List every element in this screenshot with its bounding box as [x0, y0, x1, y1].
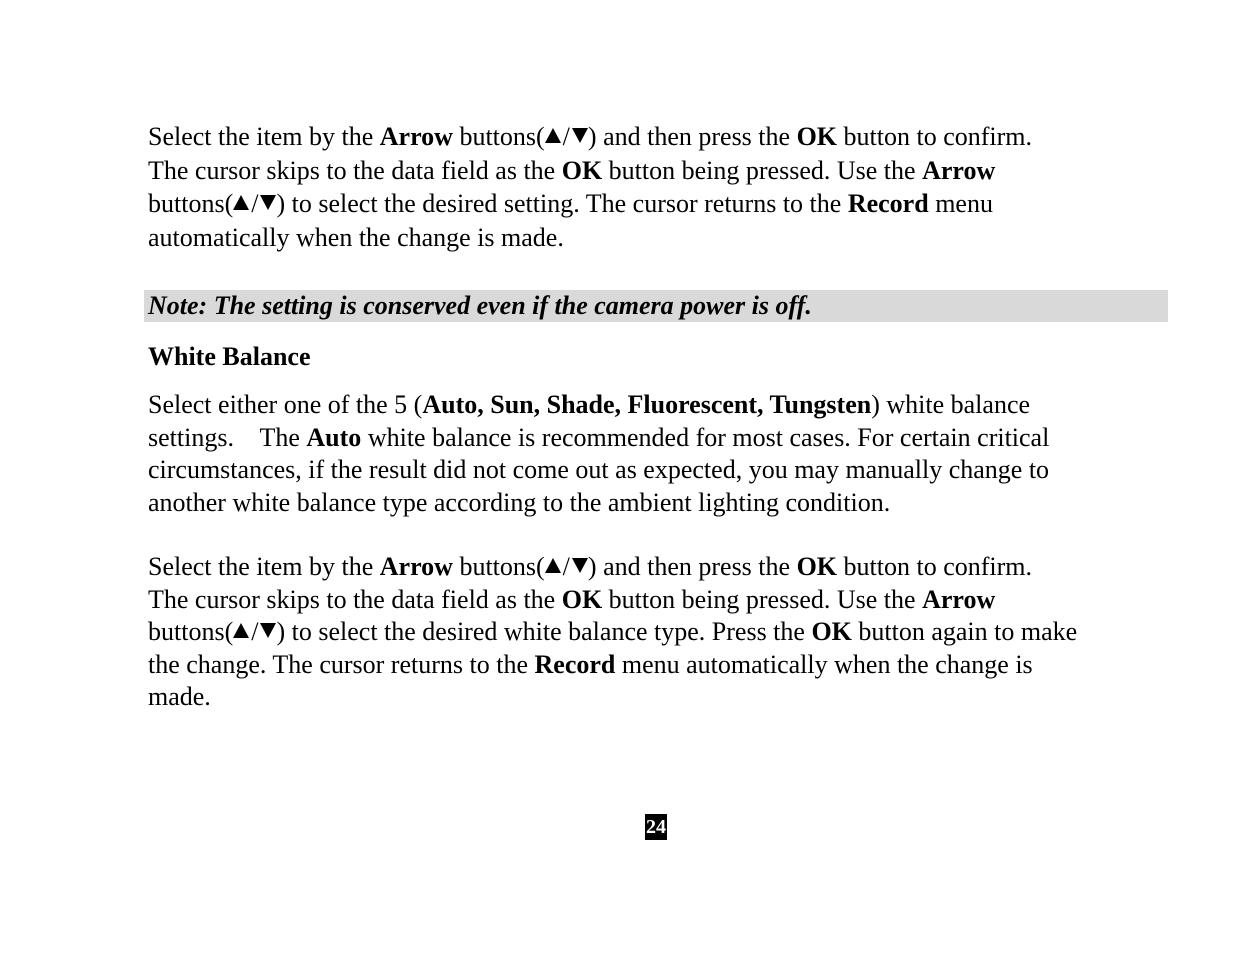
up-arrow-icon — [233, 623, 249, 638]
down-arrow-icon — [260, 195, 276, 210]
text: buttons( — [148, 189, 234, 218]
slash: / — [251, 617, 259, 646]
text: menu — [928, 189, 993, 218]
text: ) to select the desired white balance type. Press the — [276, 617, 812, 646]
paragraph-line — [148, 389, 1173, 422]
text: another white balance type according to the ambient lighting condition. — [148, 487, 891, 517]
paragraph-line — [148, 221, 1173, 255]
section-heading: White Balance — [148, 342, 311, 371]
bold-text: Record — [847, 189, 929, 218]
down-arrow-icon — [572, 558, 588, 573]
text: ) white balance — [871, 390, 1031, 419]
bold-text: OK — [796, 552, 838, 581]
paragraph-white-balance — [148, 389, 1173, 519]
text: settings. The — [148, 422, 307, 452]
paragraph-line — [148, 422, 1173, 455]
paragraph-white-balance-instructions — [148, 551, 1173, 714]
bold-text: Arrow — [922, 584, 996, 614]
down-arrow-icon — [572, 128, 588, 143]
paragraph-line — [148, 187, 1173, 221]
bold-text: Arrow — [379, 552, 453, 581]
bold-text: Auto, Sun, Shade, Fluorescent, Tungsten — [422, 390, 872, 419]
text: button being pressed. Use the — [602, 584, 923, 614]
text: made. — [148, 682, 211, 711]
bold-text: OK — [796, 122, 838, 151]
slash: / — [562, 122, 570, 151]
bold-text: Auto — [306, 422, 362, 452]
text: Select the item by the — [148, 122, 380, 151]
up-arrow-icon — [545, 128, 561, 143]
text: ) and then press the — [587, 552, 797, 581]
note-text: Note: The setting is conserved even if the camera power is off. — [148, 291, 812, 320]
bold-text: OK — [561, 155, 603, 185]
text: ) to select the desired setting. The cursor returns to the — [276, 189, 848, 218]
slash: / — [562, 552, 570, 581]
bold-text: Record — [534, 649, 616, 679]
paragraph-line — [148, 120, 1173, 154]
text: button being pressed. Use the — [602, 155, 923, 185]
text: The cursor skips to the data field as the — [148, 155, 562, 185]
paragraph-line — [148, 681, 1173, 714]
text: Select the item by the — [148, 552, 380, 581]
paragraph-line — [148, 649, 1173, 682]
text: Select either one of the 5 ( — [148, 390, 423, 419]
down-arrow-icon — [260, 623, 276, 638]
text: menu automatically when the change is — [615, 649, 1033, 679]
bold-text: OK — [561, 584, 603, 614]
paragraph-line — [148, 551, 1173, 584]
text: buttons( — [452, 122, 545, 151]
slash: / — [251, 189, 259, 218]
paragraph-arrow-instructions — [148, 120, 1173, 254]
text: circumstances, if the result did not come out as expected, you may manually change to — [148, 455, 1050, 484]
up-arrow-icon — [233, 195, 249, 210]
text: button to confirm. — [837, 552, 1033, 581]
text: ) and then press the — [587, 122, 797, 151]
text: the change. The cursor returns to the — [148, 649, 535, 679]
page-number: 24 — [646, 816, 666, 838]
text: automatically when the change is made. — [148, 222, 564, 252]
text: buttons( — [452, 552, 545, 581]
up-arrow-icon — [545, 558, 561, 573]
paragraph-line — [148, 154, 1173, 188]
bold-text: OK — [811, 617, 852, 646]
paragraph-line — [148, 616, 1173, 649]
text: white balance is recommended for most cases. For certain critical — [361, 422, 1050, 452]
bold-text: Arrow — [922, 155, 996, 185]
bold-text: Arrow — [379, 122, 453, 151]
paragraph-line — [148, 454, 1173, 487]
text: button again to make — [851, 617, 1078, 646]
text: The cursor skips to the data field as the — [148, 584, 562, 614]
text: buttons( — [148, 617, 234, 646]
paragraph-line — [148, 487, 1173, 520]
text: button to confirm. — [837, 122, 1033, 151]
paragraph-line — [148, 584, 1173, 617]
